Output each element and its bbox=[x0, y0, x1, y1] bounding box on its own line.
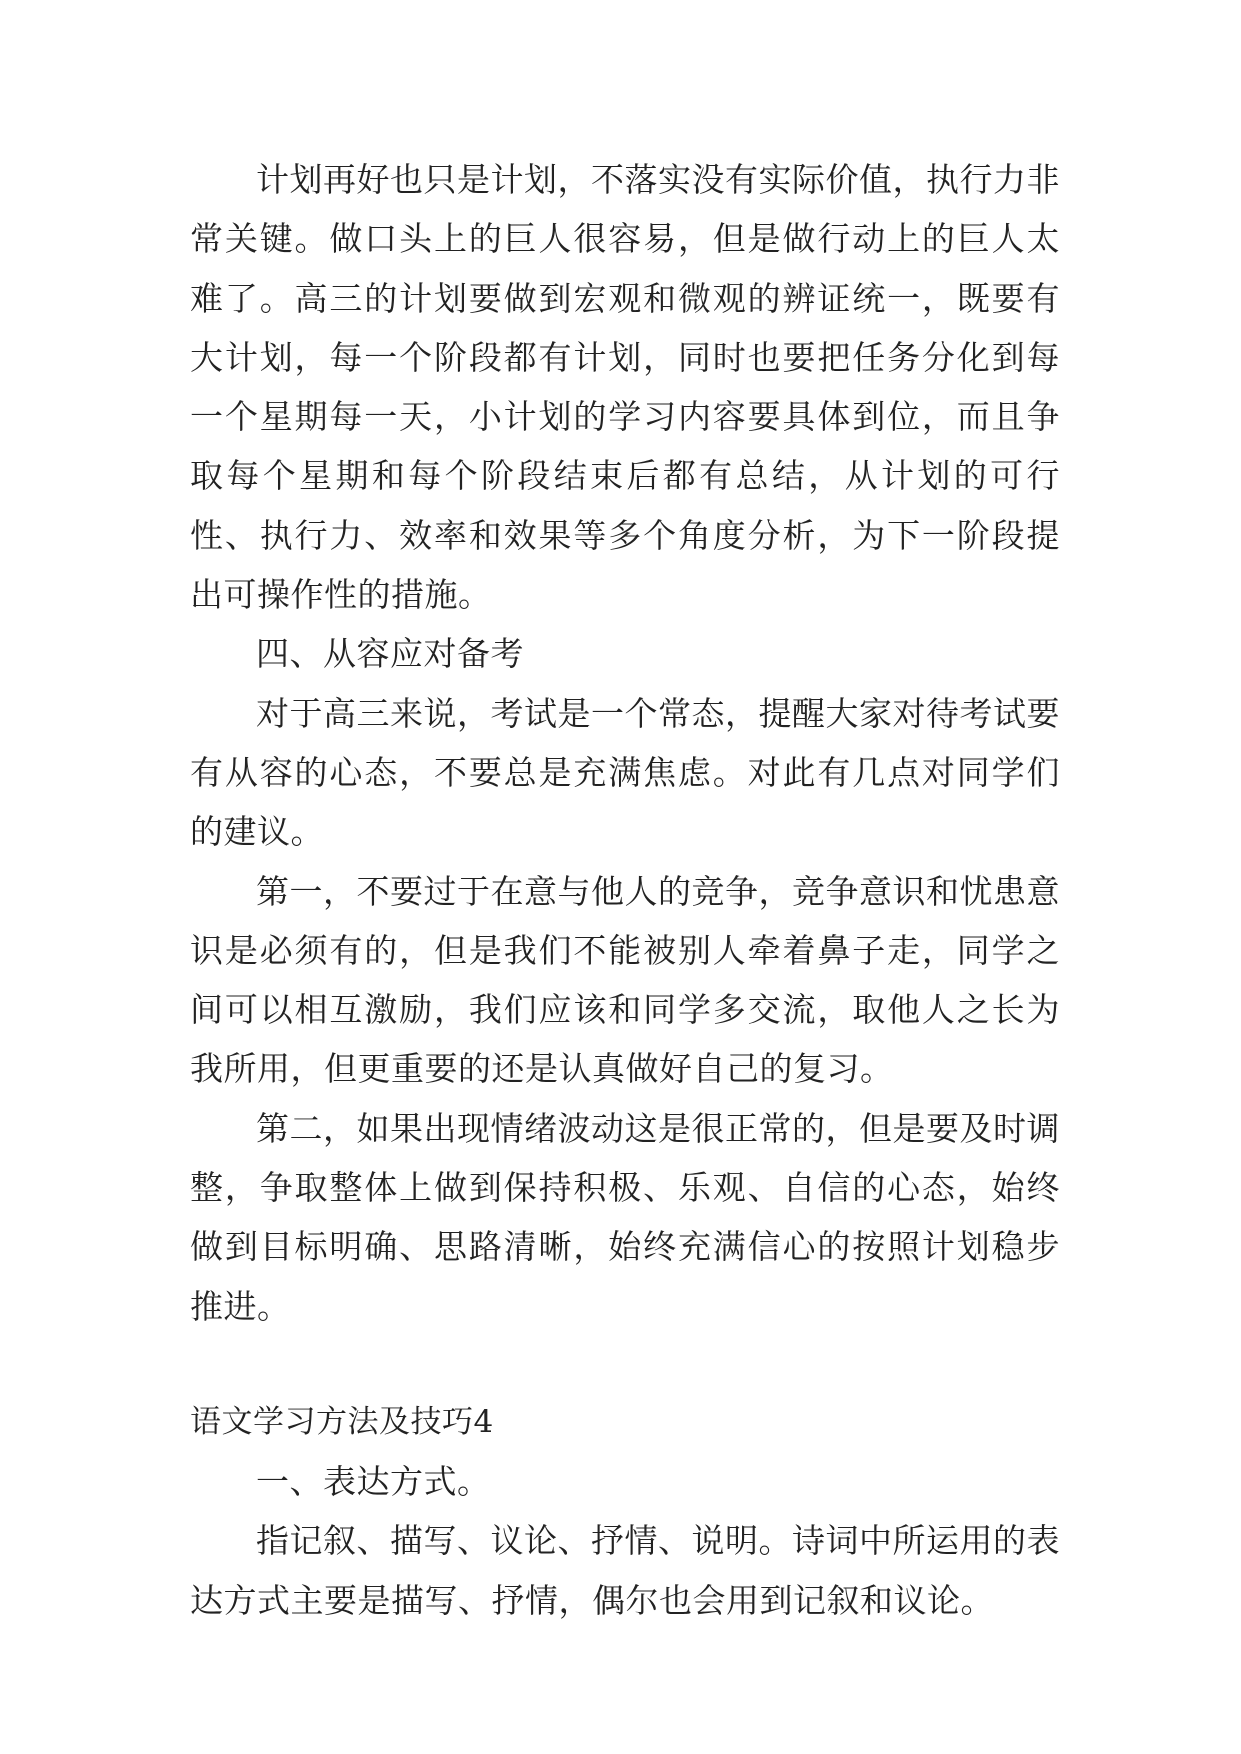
paragraph-plan-execution: 计划再好也只是计划，不落实没有实际价值，执行力非常关键。做口头上的巨人很容易，但是做行动上的巨人太难了。高三的计划要做到宏观和微观的辨证统一，既要有大计划，每一个阶段都有计划，同时也要把任务分化到每一个星期每一天，小计划的学习内容要具体到位，而且争取每个星期和每个阶段结束后都有总结，从计划的可行性、执行力、效率和效果等多个角度分析，为下一阶段提出可操作性的措施。 bbox=[190, 160, 1060, 615]
paragraph-expression-methods: 指记叙、描写、议论、抒情、说明。诗词中所运用的表达方式主要是描写、抒情，偶尔也会用到记叙和议论。 bbox=[190, 1521, 1060, 1620]
paragraph-exam-attitude: 对于高三来说，考试是一个常态，提醒大家对待考试要有从容的心态，不要总是充满焦虑。对此有几点对同学们的建议。 bbox=[190, 693, 1060, 852]
heading-expression-methods: 一、表达方式。 bbox=[256, 1461, 491, 1501]
heading-calm-exam-prep: 四、从容应对备考 bbox=[256, 634, 524, 674]
paragraph-advice-one: 第一，不要过于在意与他人的竞争，竞争意识和忧患意识是必须有的，但是我们不能被别人牵着鼻子走，同学之间可以相互激励，我们应该和同学多交流，取他人之长为我所用，但更重要的还是认真做好自己的复习。 bbox=[190, 871, 1060, 1089]
document-page bbox=[190, 150, 1060, 1630]
paragraph-advice-two: 第二，如果出现情绪波动这是很正常的，但是要及时调整，争取整体上做到保持积极、乐观、自信的心态，始终做到目标明确、思路清晰，始终充满信心的按照计划稳步推进。 bbox=[190, 1108, 1060, 1326]
section-title: 语文学习方法及技巧4 bbox=[190, 1403, 494, 1440]
